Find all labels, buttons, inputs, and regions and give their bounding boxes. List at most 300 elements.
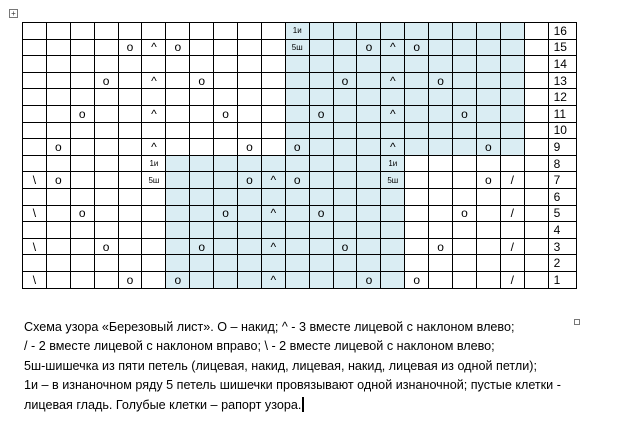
chart-cell[interactable] bbox=[357, 122, 381, 139]
chart-cell[interactable]: ^ bbox=[381, 139, 405, 156]
chart-cell[interactable] bbox=[94, 139, 118, 156]
chart-cell[interactable] bbox=[476, 155, 500, 172]
chart-cell[interactable] bbox=[476, 105, 500, 122]
chart-cell[interactable] bbox=[309, 255, 333, 272]
chart-cell[interactable] bbox=[405, 238, 429, 255]
chart-cell[interactable] bbox=[333, 172, 357, 189]
chart-cell[interactable] bbox=[214, 56, 238, 73]
chart-cell[interactable]: ^ bbox=[261, 172, 285, 189]
chart-cell[interactable] bbox=[405, 139, 429, 156]
chart-caption[interactable] bbox=[24, 318, 622, 415]
chart-cell[interactable] bbox=[214, 39, 238, 56]
chart-cell[interactable] bbox=[429, 205, 453, 222]
chart-cell[interactable]: o bbox=[333, 238, 357, 255]
chart-cell[interactable] bbox=[70, 39, 94, 56]
chart-cell[interactable]: o bbox=[214, 105, 238, 122]
chart-cell[interactable] bbox=[94, 39, 118, 56]
chart-cell[interactable] bbox=[524, 39, 548, 56]
chart-cell[interactable] bbox=[94, 105, 118, 122]
chart-cell[interactable]: o bbox=[285, 172, 309, 189]
chart-cell[interactable]: o bbox=[453, 205, 477, 222]
chart-cell[interactable] bbox=[118, 122, 142, 139]
chart-cell[interactable] bbox=[500, 255, 524, 272]
chart-cell[interactable]: ^ bbox=[142, 72, 166, 89]
chart-cell[interactable]: o bbox=[190, 238, 214, 255]
chart-cell[interactable] bbox=[429, 188, 453, 205]
chart-cell[interactable] bbox=[429, 56, 453, 73]
chart-cell[interactable] bbox=[524, 72, 548, 89]
chart-cell[interactable] bbox=[524, 205, 548, 222]
chart-cell[interactable] bbox=[238, 188, 262, 205]
chart-cell[interactable] bbox=[476, 238, 500, 255]
chart-cell[interactable] bbox=[94, 23, 118, 40]
chart-cell[interactable] bbox=[429, 39, 453, 56]
chart-cell[interactable] bbox=[70, 271, 94, 288]
chart-cell[interactable] bbox=[166, 139, 190, 156]
chart-cell[interactable] bbox=[166, 72, 190, 89]
chart-cell[interactable] bbox=[429, 255, 453, 272]
chart-cell[interactable] bbox=[70, 238, 94, 255]
chart-cell[interactable] bbox=[166, 23, 190, 40]
chart-cell[interactable] bbox=[118, 89, 142, 106]
chart-cell[interactable] bbox=[94, 255, 118, 272]
chart-cell[interactable] bbox=[285, 72, 309, 89]
chart-cell[interactable] bbox=[333, 89, 357, 106]
chart-cell[interactable] bbox=[357, 205, 381, 222]
chart-cell[interactable] bbox=[309, 72, 333, 89]
chart-cell[interactable] bbox=[46, 271, 70, 288]
chart-cell[interactable] bbox=[453, 222, 477, 239]
chart-cell[interactable] bbox=[405, 188, 429, 205]
chart-cell[interactable]: o bbox=[405, 271, 429, 288]
chart-cell[interactable] bbox=[381, 271, 405, 288]
chart-cell[interactable]: 1и bbox=[285, 23, 309, 40]
chart-cell[interactable] bbox=[309, 172, 333, 189]
chart-cell[interactable] bbox=[500, 105, 524, 122]
chart-cell[interactable] bbox=[214, 172, 238, 189]
chart-cell[interactable] bbox=[46, 105, 70, 122]
chart-cell[interactable] bbox=[453, 72, 477, 89]
chart-cell[interactable] bbox=[142, 222, 166, 239]
chart-cell[interactable] bbox=[333, 23, 357, 40]
chart-cell[interactable] bbox=[166, 205, 190, 222]
chart-cell[interactable] bbox=[94, 271, 118, 288]
chart-cell[interactable] bbox=[476, 188, 500, 205]
chart-cell[interactable] bbox=[94, 205, 118, 222]
chart-cell[interactable] bbox=[357, 56, 381, 73]
chart-cell[interactable] bbox=[190, 122, 214, 139]
chart-cell[interactable] bbox=[357, 172, 381, 189]
chart-cell[interactable] bbox=[309, 238, 333, 255]
chart-cell[interactable] bbox=[381, 188, 405, 205]
chart-cell[interactable]: o bbox=[166, 39, 190, 56]
chart-cell[interactable] bbox=[214, 122, 238, 139]
chart-cell[interactable] bbox=[476, 271, 500, 288]
chart-cell[interactable] bbox=[166, 255, 190, 272]
chart-cell[interactable] bbox=[46, 56, 70, 73]
chart-cell[interactable] bbox=[238, 222, 262, 239]
chart-cell[interactable] bbox=[500, 89, 524, 106]
chart-cell[interactable] bbox=[453, 89, 477, 106]
chart-cell[interactable] bbox=[285, 205, 309, 222]
chart-cell[interactable] bbox=[118, 72, 142, 89]
chart-cell[interactable] bbox=[46, 255, 70, 272]
chart-cell[interactable] bbox=[118, 56, 142, 73]
chart-cell[interactable] bbox=[166, 222, 190, 239]
chart-cell[interactable] bbox=[405, 89, 429, 106]
chart-cell[interactable] bbox=[453, 188, 477, 205]
chart-cell[interactable] bbox=[94, 172, 118, 189]
chart-cell[interactable] bbox=[70, 56, 94, 73]
chart-cell[interactable] bbox=[500, 155, 524, 172]
chart-cell[interactable] bbox=[524, 188, 548, 205]
chart-cell[interactable] bbox=[429, 23, 453, 40]
chart-cell[interactable] bbox=[118, 238, 142, 255]
chart-cell[interactable] bbox=[142, 188, 166, 205]
chart-cell[interactable] bbox=[238, 155, 262, 172]
chart-cell[interactable] bbox=[381, 205, 405, 222]
chart-cell[interactable] bbox=[94, 122, 118, 139]
chart-cell[interactable] bbox=[476, 23, 500, 40]
chart-cell[interactable] bbox=[70, 122, 94, 139]
chart-cell[interactable] bbox=[453, 139, 477, 156]
chart-cell[interactable] bbox=[70, 155, 94, 172]
chart-cell[interactable] bbox=[476, 122, 500, 139]
chart-cell[interactable] bbox=[285, 255, 309, 272]
chart-cell[interactable] bbox=[238, 238, 262, 255]
chart-cell[interactable] bbox=[357, 105, 381, 122]
chart-cell[interactable] bbox=[333, 222, 357, 239]
chart-cell[interactable] bbox=[166, 188, 190, 205]
chart-cell[interactable] bbox=[285, 89, 309, 106]
chart-cell[interactable] bbox=[261, 188, 285, 205]
chart-cell[interactable] bbox=[500, 222, 524, 239]
chart-cell[interactable] bbox=[46, 23, 70, 40]
chart-cell[interactable] bbox=[238, 72, 262, 89]
chart-cell[interactable]: 5ш bbox=[142, 172, 166, 189]
chart-cell[interactable] bbox=[357, 155, 381, 172]
chart-cell[interactable] bbox=[118, 139, 142, 156]
chart-cell[interactable]: / bbox=[500, 172, 524, 189]
chart-cell[interactable] bbox=[238, 105, 262, 122]
chart-cell[interactable] bbox=[94, 222, 118, 239]
chart-cell[interactable] bbox=[476, 89, 500, 106]
chart-cell[interactable] bbox=[261, 222, 285, 239]
chart-cell[interactable] bbox=[405, 255, 429, 272]
chart-cell[interactable] bbox=[261, 56, 285, 73]
chart-cell[interactable] bbox=[429, 139, 453, 156]
chart-cell[interactable]: o bbox=[476, 172, 500, 189]
chart-cell[interactable] bbox=[453, 56, 477, 73]
chart-cell[interactable] bbox=[214, 72, 238, 89]
chart-cell[interactable] bbox=[70, 222, 94, 239]
chart-cell[interactable] bbox=[285, 56, 309, 73]
chart-cell[interactable] bbox=[238, 56, 262, 73]
chart-cell[interactable] bbox=[190, 39, 214, 56]
chart-cell[interactable] bbox=[23, 188, 47, 205]
chart-cell[interactable]: ^ bbox=[381, 39, 405, 56]
chart-cell[interactable] bbox=[238, 39, 262, 56]
chart-cell[interactable] bbox=[46, 122, 70, 139]
chart-cell[interactable] bbox=[524, 105, 548, 122]
chart-cell[interactable] bbox=[429, 222, 453, 239]
chart-cell[interactable] bbox=[46, 222, 70, 239]
chart-cell[interactable] bbox=[333, 105, 357, 122]
chart-cell[interactable]: o bbox=[357, 271, 381, 288]
chart-cell[interactable] bbox=[453, 238, 477, 255]
chart-cell[interactable] bbox=[429, 172, 453, 189]
chart-cell[interactable] bbox=[238, 122, 262, 139]
chart-cell[interactable] bbox=[118, 205, 142, 222]
chart-cell[interactable]: 5ш bbox=[285, 39, 309, 56]
chart-cell[interactable] bbox=[190, 188, 214, 205]
chart-cell[interactable] bbox=[429, 89, 453, 106]
table-move-handle[interactable]: + bbox=[9, 9, 18, 18]
chart-cell[interactable] bbox=[333, 205, 357, 222]
chart-cell[interactable] bbox=[333, 271, 357, 288]
chart-cell[interactable] bbox=[500, 122, 524, 139]
chart-cell[interactable] bbox=[285, 105, 309, 122]
chart-cell[interactable] bbox=[190, 139, 214, 156]
chart-cell[interactable] bbox=[429, 105, 453, 122]
chart-cell[interactable] bbox=[261, 89, 285, 106]
chart-cell[interactable]: o bbox=[70, 205, 94, 222]
chart-cell[interactable] bbox=[476, 255, 500, 272]
chart-cell[interactable] bbox=[23, 72, 47, 89]
chart-cell[interactable] bbox=[190, 205, 214, 222]
chart-cell[interactable]: \ bbox=[23, 238, 47, 255]
chart-cell[interactable] bbox=[166, 238, 190, 255]
chart-cell[interactable] bbox=[46, 39, 70, 56]
chart-cell[interactable] bbox=[405, 222, 429, 239]
chart-cell[interactable] bbox=[118, 155, 142, 172]
chart-cell[interactable] bbox=[333, 122, 357, 139]
chart-cell[interactable]: o bbox=[166, 271, 190, 288]
chart-cell[interactable] bbox=[142, 89, 166, 106]
chart-cell[interactable] bbox=[453, 39, 477, 56]
chart-cell[interactable] bbox=[309, 188, 333, 205]
chart-cell[interactable] bbox=[70, 23, 94, 40]
chart-cell[interactable] bbox=[405, 172, 429, 189]
chart-cell[interactable] bbox=[118, 255, 142, 272]
chart-cell[interactable] bbox=[261, 155, 285, 172]
chart-cell[interactable] bbox=[309, 155, 333, 172]
chart-cell[interactable] bbox=[405, 205, 429, 222]
chart-cell[interactable]: o bbox=[118, 39, 142, 56]
chart-cell[interactable] bbox=[261, 105, 285, 122]
chart-cell[interactable] bbox=[23, 155, 47, 172]
chart-cell[interactable] bbox=[238, 255, 262, 272]
chart-cell[interactable]: / bbox=[500, 205, 524, 222]
chart-cell[interactable] bbox=[476, 222, 500, 239]
chart-cell[interactable] bbox=[190, 155, 214, 172]
chart-cell[interactable]: o bbox=[429, 72, 453, 89]
chart-cell[interactable] bbox=[118, 222, 142, 239]
chart-cell[interactable]: ^ bbox=[142, 139, 166, 156]
chart-cell[interactable] bbox=[476, 39, 500, 56]
chart-cell[interactable] bbox=[524, 238, 548, 255]
chart-cell[interactable]: ^ bbox=[261, 205, 285, 222]
chart-cell[interactable] bbox=[23, 222, 47, 239]
chart-cell[interactable] bbox=[214, 188, 238, 205]
chart-cell[interactable] bbox=[142, 122, 166, 139]
chart-cell[interactable]: 1и bbox=[142, 155, 166, 172]
chart-cell[interactable]: ^ bbox=[142, 105, 166, 122]
chart-cell[interactable] bbox=[190, 56, 214, 73]
chart-cell[interactable] bbox=[214, 23, 238, 40]
chart-cell[interactable] bbox=[94, 56, 118, 73]
chart-cell[interactable] bbox=[142, 238, 166, 255]
chart-cell[interactable] bbox=[500, 56, 524, 73]
chart-cell[interactable]: o bbox=[70, 105, 94, 122]
chart-cell[interactable] bbox=[429, 271, 453, 288]
chart-cell[interactable] bbox=[94, 89, 118, 106]
chart-cell[interactable] bbox=[118, 105, 142, 122]
chart-cell[interactable] bbox=[46, 155, 70, 172]
chart-cell[interactable] bbox=[46, 205, 70, 222]
chart-cell[interactable] bbox=[500, 23, 524, 40]
chart-cell[interactable]: o bbox=[357, 39, 381, 56]
chart-cell[interactable]: o bbox=[118, 271, 142, 288]
chart-cell[interactable] bbox=[46, 238, 70, 255]
chart-cell[interactable] bbox=[309, 89, 333, 106]
chart-cell[interactable] bbox=[309, 222, 333, 239]
chart-cell[interactable] bbox=[238, 271, 262, 288]
chart-cell[interactable] bbox=[285, 271, 309, 288]
chart-cell[interactable] bbox=[381, 89, 405, 106]
chart-cell[interactable] bbox=[405, 23, 429, 40]
chart-cell[interactable] bbox=[70, 188, 94, 205]
chart-cell[interactable] bbox=[524, 222, 548, 239]
chart-cell[interactable] bbox=[23, 39, 47, 56]
chart-cell[interactable] bbox=[381, 56, 405, 73]
chart-cell[interactable]: o bbox=[333, 72, 357, 89]
chart-cell[interactable] bbox=[453, 271, 477, 288]
chart-cell[interactable] bbox=[476, 205, 500, 222]
chart-cell[interactable] bbox=[166, 155, 190, 172]
chart-cell[interactable] bbox=[309, 23, 333, 40]
chart-cell[interactable] bbox=[524, 89, 548, 106]
chart-cell[interactable] bbox=[333, 139, 357, 156]
chart-cell[interactable] bbox=[238, 89, 262, 106]
chart-cell[interactable] bbox=[190, 172, 214, 189]
chart-cell[interactable] bbox=[214, 222, 238, 239]
chart-cell[interactable]: o bbox=[94, 72, 118, 89]
chart-cell[interactable] bbox=[309, 56, 333, 73]
chart-cell[interactable] bbox=[309, 271, 333, 288]
chart-cell[interactable] bbox=[214, 139, 238, 156]
chart-cell[interactable]: o bbox=[46, 172, 70, 189]
chart-cell[interactable] bbox=[524, 155, 548, 172]
chart-cell[interactable] bbox=[23, 23, 47, 40]
chart-cell[interactable]: o bbox=[214, 205, 238, 222]
chart-cell[interactable] bbox=[285, 155, 309, 172]
chart-cell[interactable] bbox=[357, 72, 381, 89]
chart-cell[interactable] bbox=[142, 205, 166, 222]
chart-cell[interactable] bbox=[142, 56, 166, 73]
chart-cell[interactable] bbox=[23, 122, 47, 139]
chart-cell[interactable] bbox=[357, 23, 381, 40]
chart-cell[interactable]: o bbox=[405, 39, 429, 56]
chart-cell[interactable] bbox=[23, 139, 47, 156]
chart-cell[interactable] bbox=[94, 155, 118, 172]
chart-cell[interactable] bbox=[453, 23, 477, 40]
chart-cell[interactable]: o bbox=[429, 238, 453, 255]
chart-cell[interactable] bbox=[309, 139, 333, 156]
chart-cell[interactable] bbox=[357, 89, 381, 106]
chart-cell[interactable] bbox=[261, 72, 285, 89]
chart-cell[interactable]: ^ bbox=[261, 271, 285, 288]
chart-cell[interactable] bbox=[70, 139, 94, 156]
chart-cell[interactable] bbox=[309, 122, 333, 139]
chart-cell[interactable] bbox=[166, 56, 190, 73]
chart-cell[interactable] bbox=[190, 89, 214, 106]
chart-cell[interactable] bbox=[46, 188, 70, 205]
chart-cell[interactable] bbox=[261, 23, 285, 40]
chart-cell[interactable] bbox=[190, 255, 214, 272]
chart-cell[interactable] bbox=[453, 172, 477, 189]
chart-cell[interactable] bbox=[214, 271, 238, 288]
chart-cell[interactable] bbox=[405, 155, 429, 172]
chart-cell[interactable] bbox=[285, 122, 309, 139]
chart-cell[interactable] bbox=[476, 72, 500, 89]
chart-cell[interactable] bbox=[453, 255, 477, 272]
chart-cell[interactable] bbox=[118, 188, 142, 205]
chart-cell[interactable] bbox=[357, 222, 381, 239]
chart-cell[interactable] bbox=[261, 139, 285, 156]
chart-cell[interactable] bbox=[118, 23, 142, 40]
chart-cell[interactable] bbox=[190, 271, 214, 288]
chart-cell[interactable]: / bbox=[500, 271, 524, 288]
chart-cell[interactable] bbox=[23, 255, 47, 272]
chart-cell[interactable] bbox=[214, 89, 238, 106]
chart-cell[interactable]: \ bbox=[23, 172, 47, 189]
chart-cell[interactable]: ^ bbox=[381, 105, 405, 122]
chart-cell[interactable] bbox=[309, 39, 333, 56]
chart-cell[interactable] bbox=[500, 188, 524, 205]
chart-cell[interactable] bbox=[453, 155, 477, 172]
chart-cell[interactable] bbox=[261, 39, 285, 56]
chart-cell[interactable] bbox=[190, 23, 214, 40]
chart-cell[interactable] bbox=[405, 56, 429, 73]
chart-cell[interactable] bbox=[166, 122, 190, 139]
chart-cell[interactable] bbox=[453, 122, 477, 139]
chart-cell[interactable]: o bbox=[309, 205, 333, 222]
chart-cell[interactable] bbox=[142, 255, 166, 272]
chart-cell[interactable] bbox=[333, 188, 357, 205]
chart-cell[interactable] bbox=[405, 122, 429, 139]
chart-cell[interactable] bbox=[405, 72, 429, 89]
chart-cell[interactable] bbox=[524, 172, 548, 189]
chart-cell[interactable]: o bbox=[190, 72, 214, 89]
chart-cell[interactable] bbox=[166, 105, 190, 122]
chart-cell[interactable] bbox=[476, 56, 500, 73]
chart-cell[interactable] bbox=[261, 255, 285, 272]
chart-cell[interactable] bbox=[524, 271, 548, 288]
chart-cell[interactable] bbox=[357, 255, 381, 272]
chart-cell[interactable] bbox=[70, 89, 94, 106]
chart-cell[interactable]: \ bbox=[23, 271, 47, 288]
chart-cell[interactable] bbox=[261, 122, 285, 139]
chart-cell[interactable] bbox=[333, 255, 357, 272]
chart-cell[interactable] bbox=[500, 39, 524, 56]
chart-cell[interactable] bbox=[142, 271, 166, 288]
chart-cell[interactable] bbox=[46, 89, 70, 106]
chart-cell[interactable] bbox=[166, 89, 190, 106]
chart-cell[interactable] bbox=[285, 238, 309, 255]
chart-cell[interactable] bbox=[94, 188, 118, 205]
chart-cell[interactable] bbox=[500, 72, 524, 89]
